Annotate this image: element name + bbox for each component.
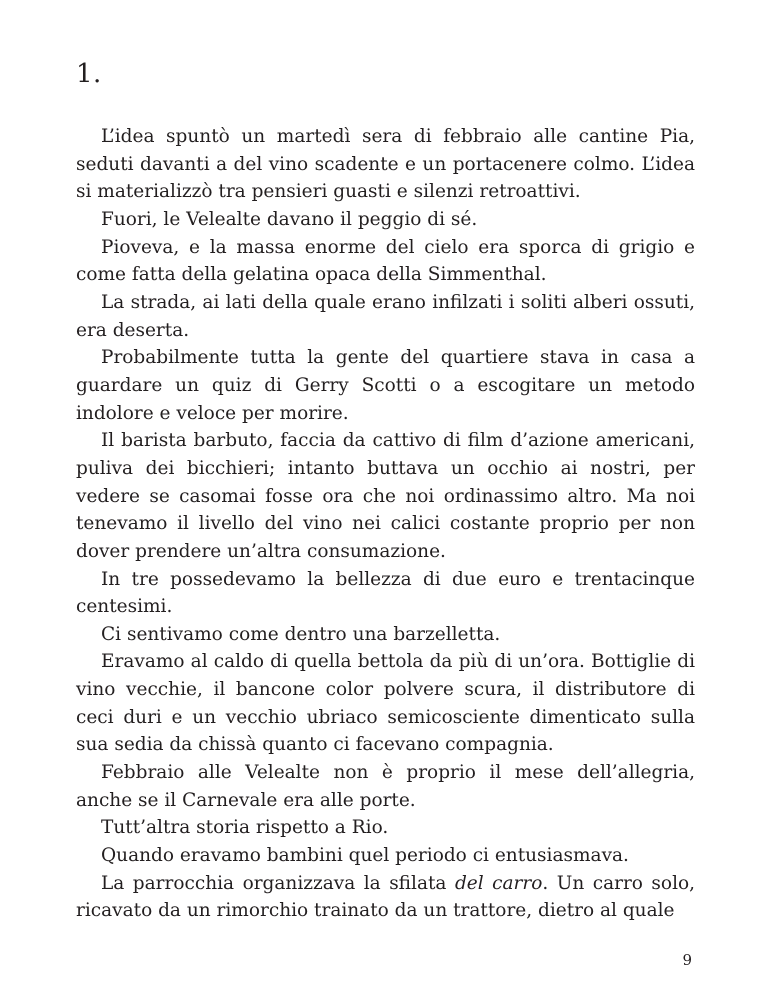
paragraph-text: . Un carro solo, ricavato da un rimorchio trainato da un trattore, dietro al quale <box>76 872 695 922</box>
paragraph: Eravamo al caldo di quella bettola da più di un’ora. Bottiglie di vino vecchie, il bancone color polvere scura, il distributore di ceci duri e un vecchio ubriaco semicosciente dimenticato sulla sua sedia da chissà quanto ci facevano compagnia. <box>76 651 695 756</box>
paragraph: Pioveva, e la massa enorme del cielo era sporca di grigio e come fatta della gelatina opaca della Simmenthal. <box>76 236 695 286</box>
paragraph: La strada, ai lati della quale erano infilzati i soliti alberi ossuti, era deserta. <box>76 291 695 341</box>
paragraph: L’idea spuntò un martedì sera di febbraio alle cantine Pia, seduti davanti a del vino scadente e un portacenere colmo. L’idea si materializzò tra pensieri guasti e silenzi retroattivi. <box>76 126 695 203</box>
paragraph: Ci sentivamo come dentro una barzelletta. <box>101 623 501 645</box>
italic-phrase: del carro <box>454 872 543 894</box>
body-text <box>76 123 695 925</box>
paragraph: In tre possedevamo la bellezza di due euro e trentacinque centesimi. <box>76 568 695 618</box>
paragraph: Fuori, le Velealte davano il peggio di sé. <box>101 208 478 230</box>
paragraph: Tutt’altra storia rispetto a Rio. <box>101 817 389 839</box>
paragraph: Probabilmente tutta la gente del quartiere stava in casa a guardare un quiz di Gerry Scotti o a escogitare un metodo indolore e veloce per morire. <box>76 347 695 424</box>
paragraph: Febbraio alle Velealte non è proprio il mese dell’allegria, anche se il Carnevale era alle porte. <box>76 762 695 811</box>
chapter-number: 1. <box>76 59 102 89</box>
paragraph: Il barista barbuto, faccia da cattivo di film d’azione americani, puliva dei bicchieri; intanto buttava un occhio ai nostri, per vedere se casomai fosse ora che noi ordinassimo altro. Ma noi tenevamo il livello del vino nei calici costante proprio per non dover prendere un’altra consumazione. <box>76 430 695 562</box>
paragraph-text: La parrocchia organizzava la sfilata <box>101 872 455 894</box>
paragraph-last <box>76 870 695 925</box>
paragraph: Quando eravamo bambini quel periodo ci entusiasmava. <box>101 845 629 867</box>
page-number: 9 <box>682 951 692 969</box>
